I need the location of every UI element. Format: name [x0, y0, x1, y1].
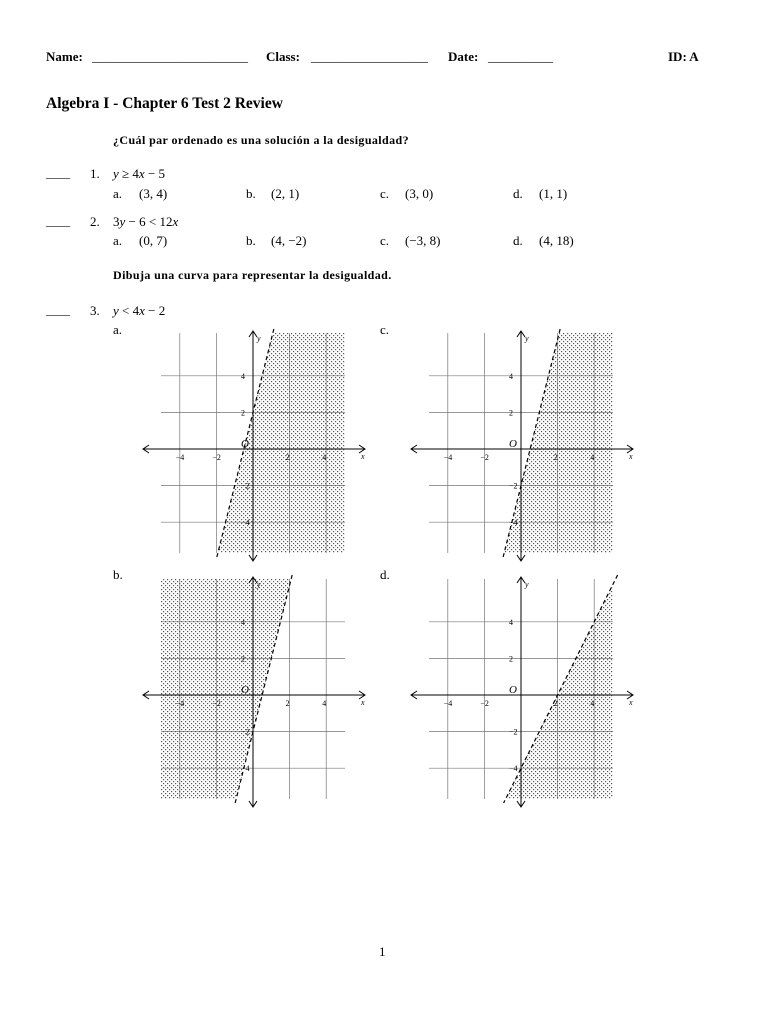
y-axis-label: y [525, 580, 529, 589]
q3-graph-a[interactable] [135, 325, 370, 565]
class-blank[interactable]: __________________ [311, 49, 428, 64]
q2-option-a-letter: a. [113, 233, 123, 248]
y-tick-label: −4 [241, 518, 250, 528]
x-tick-label: 4 [590, 699, 595, 708]
question-3-text: y < 4x − 2 [113, 303, 166, 318]
y-tick-label: −2 [509, 481, 518, 491]
y-tick-label: 2 [509, 654, 513, 664]
x-tick-label: 2 [553, 699, 558, 708]
date-blank[interactable]: __________ [488, 49, 553, 64]
answer-blank-2[interactable]: ____ [46, 214, 70, 228]
question-2-text: 3y − 6 < 12x [113, 214, 179, 229]
question-3-number: 3. [90, 303, 100, 318]
q1-option-c[interactable]: (3, 0) [405, 186, 434, 201]
y-tick-label: −4 [509, 764, 518, 774]
x-tick-label: 4 [322, 699, 327, 708]
x-tick-label: −4 [175, 699, 185, 708]
q2-option-d[interactable]: (4, 18) [539, 233, 574, 248]
y-tick-label: 2 [241, 654, 245, 664]
answer-blank-1[interactable]: ____ [46, 166, 70, 180]
y-tick-label: 2 [241, 408, 245, 418]
origin-label: O [509, 684, 517, 696]
y-tick-label: −4 [509, 518, 518, 528]
page-title: Algebra I - Chapter 6 Test 2 Review [46, 95, 283, 112]
x-axis-label: x [361, 698, 365, 707]
y-axis-label: y [257, 580, 261, 589]
y-tick-label: 4 [241, 371, 245, 381]
q2-option-c-letter: c. [380, 233, 390, 248]
y-tick-label: 4 [241, 617, 245, 627]
y-axis-label: y [525, 334, 529, 343]
x-tick-label: −2 [212, 699, 221, 708]
q1-option-d-letter: d. [513, 186, 523, 201]
q2-option-b-letter: b. [246, 233, 256, 248]
id-label: ID: A [668, 49, 699, 64]
origin-label: O [509, 438, 517, 450]
y-tick-label: 2 [509, 408, 513, 418]
x-axis-label: x [629, 452, 633, 461]
x-tick-label: −2 [480, 453, 489, 462]
y-tick-label: 4 [509, 617, 513, 627]
class-label: Class: [266, 49, 300, 64]
y-tick-label: −2 [241, 727, 250, 737]
date-label: Date: [448, 49, 479, 64]
y-tick-label: −2 [241, 481, 250, 491]
x-tick-label: 2 [285, 453, 290, 462]
instruction-graph: Dibuja una curva para representar la desigualdad. [113, 268, 392, 282]
q2-option-a[interactable]: (0, 7) [139, 233, 168, 248]
question-2-number: 2. [90, 214, 100, 229]
q3-option-d-letter: d. [380, 567, 390, 582]
q1-option-a[interactable]: (3, 4) [139, 186, 168, 201]
q2-option-d-letter: d. [513, 233, 523, 248]
x-axis-label: x [629, 698, 633, 707]
shaded-region [504, 333, 653, 553]
name-label: Name: [46, 49, 83, 64]
q2-option-c[interactable]: (−3, 8) [405, 233, 441, 248]
q3-option-b-letter: b. [113, 567, 123, 582]
q1-option-b[interactable]: (2, 1) [271, 186, 300, 201]
x-tick-label: 2 [553, 453, 558, 462]
page-number: 1 [379, 944, 386, 959]
y-tick-label: 4 [509, 371, 513, 381]
x-tick-label: −4 [443, 453, 453, 462]
question-1-text: y ≥ 4x − 5 [113, 166, 166, 181]
x-tick-label: −2 [480, 699, 489, 708]
origin-label: O [241, 684, 249, 696]
x-tick-label: −2 [212, 453, 221, 462]
q1-option-b-letter: b. [246, 186, 256, 201]
y-axis-label: y [257, 334, 261, 343]
y-tick-label: −2 [509, 727, 518, 737]
x-tick-label: 2 [285, 699, 290, 708]
q3-option-a-letter: a. [113, 322, 123, 337]
instruction-ordered-pair: ¿Cuál par ordenado es una solución a la desigualdad? [113, 133, 409, 147]
y-tick-label: −4 [241, 764, 250, 774]
name-blank[interactable]: ________________________ [92, 49, 248, 64]
x-tick-label: 4 [590, 453, 595, 462]
origin-label: O [241, 438, 249, 450]
q3-graph-d[interactable] [403, 571, 638, 811]
x-tick-label: 4 [322, 453, 327, 462]
x-axis-label: x [361, 452, 365, 461]
q1-option-a-letter: a. [113, 186, 123, 201]
question-1-number: 1. [90, 166, 100, 181]
q2-option-b[interactable]: (4, −2) [271, 233, 307, 248]
shaded-region [121, 579, 291, 799]
q3-option-c-letter: c. [380, 322, 390, 337]
x-tick-label: −4 [175, 453, 185, 462]
q1-option-d[interactable]: (1, 1) [539, 186, 568, 201]
q3-graph-b[interactable] [135, 571, 370, 811]
x-tick-label: −4 [443, 699, 453, 708]
q3-graph-c[interactable] [403, 325, 638, 565]
q1-option-c-letter: c. [380, 186, 390, 201]
shaded-region [506, 579, 653, 799]
answer-blank-3[interactable]: ____ [46, 303, 70, 317]
